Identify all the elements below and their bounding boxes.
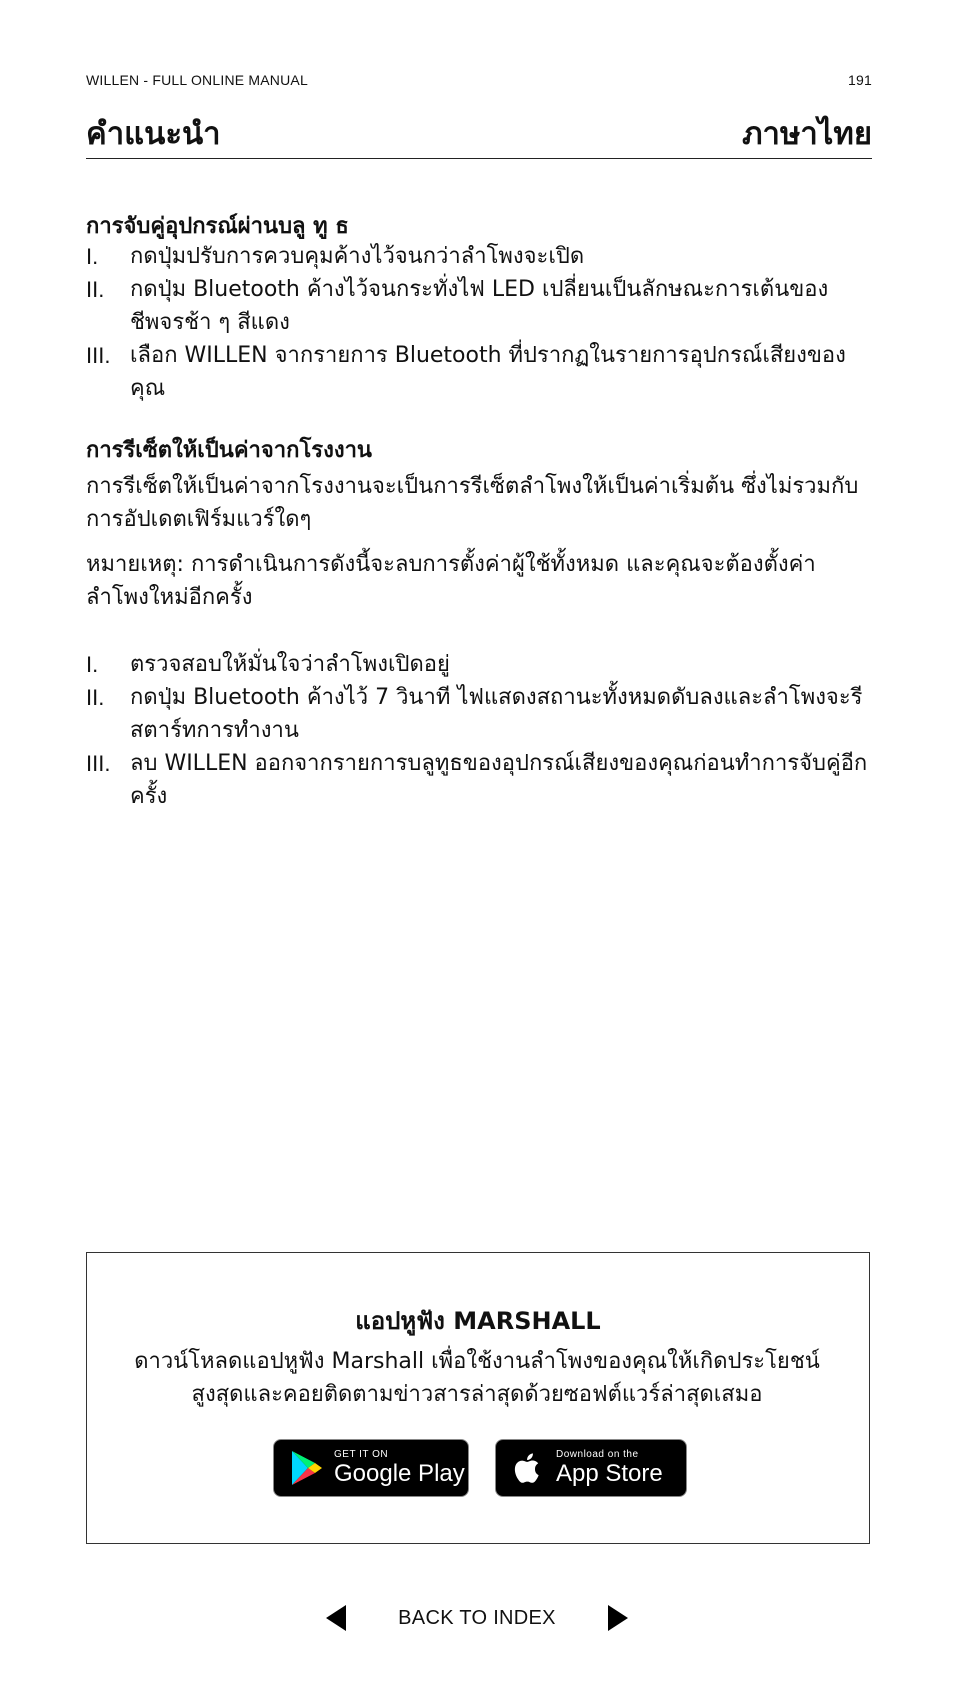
step-number: I. [86,652,99,677]
google-play-big-text: Google Play [334,1460,465,1487]
step-number: II. [86,685,105,710]
app-promo-box [86,1252,870,1544]
step-text: ลบ WILLEN ออกจากรายการบลูทูธของอุปกรณ์เสียงของคุณก่อนทำการจับคู่อีกครั้ง [130,751,868,809]
step-text: กดปุ่ม Bluetooth ค้างไว้ 7 วินาที ไฟแสดงสถานะทั้งหมดดับลงและลำโพงจะรีสตาร์ทการทำงาน [130,685,863,743]
arrow-left-icon[interactable] [326,1605,346,1631]
page-title: คำแนะนำ [86,116,221,152]
factory-reset-note: หมายเหตุ: การดำเนินการดังนี้จะลบการตั้งค่าผู้ใช้ทั้งหมด และคุณจะต้องตั้งค่าลำโพงใหม่อีกครั้ง [86,552,816,610]
google-play-small-text: GET IT ON [334,1449,389,1460]
page-title-row [86,108,872,159]
app-store-small-text: Download on the [556,1449,639,1460]
back-to-index-link[interactable]: BACK TO INDEX [398,1606,556,1629]
page-navigation [326,1600,628,1636]
list-item [86,273,876,339]
list-item [86,339,876,405]
bluetooth-steps [86,240,876,405]
app-store-button[interactable] [495,1439,687,1497]
step-number: III. [86,751,111,776]
language-label: ภาษาไทย [742,116,872,152]
apple-icon [508,1448,548,1488]
app-description: ดาวน์โหลดแอปหูฟัง Marshall เพื่อใช้งานลำโพงของคุณให้เกิดประโยชน์สูงสุดและคอยติดตามข่าวสารล่าสุดด้วยซอฟต์แวร์ล่าสุดเสมอ [134,1349,820,1407]
step-text: ตรวจสอบให้มั่นใจว่าลำโพงเปิดอยู่ [130,652,450,677]
manual-title: WILLEN - FULL ONLINE MANUAL [86,72,308,88]
list-item [86,240,876,273]
arrow-right-icon[interactable] [608,1605,628,1631]
step-text: กดปุ่มปรับการควบคุมค้างไว้จนกว่าลำโพงจะเปิด [130,244,585,269]
step-text: เลือก WILLEN จากรายการ Bluetooth ที่ปรากฏในรายการอุปกรณ์เสียงของคุณ [130,343,846,401]
app-title: แอปหูฟัง MARSHALL [355,1307,601,1335]
list-item [86,747,876,813]
reset-steps [86,648,876,813]
running-header [86,70,872,90]
step-text: กดปุ่ม Bluetooth ค้างไว้จนกระทั่งไฟ LED เปลี่ยนเป็นลักษณะการเต้นของชีพจรช้า ๆ สีแดง [130,277,829,335]
step-number: II. [86,277,105,302]
factory-reset-heading: การรีเซ็ตให้เป็นค่าจากโรงงาน [86,438,372,463]
step-number: I. [86,244,99,269]
page-number: 191 [848,72,872,88]
list-item [86,648,876,681]
bluetooth-pairing-heading: การจับคู่อุปกรณ์ผ่านบลู ทู ธ [86,214,349,239]
factory-reset-intro: การรีเซ็ตให้เป็นค่าจากโรงงานจะเป็นการรีเซ็ตลำโพงให้เป็นค่าเริ่มต้น ซึ่งไม่รวมกับการอัปเดตเฟิร์มแวร์ใดๆ [86,474,859,532]
list-item [86,681,876,747]
app-store-big-text: App Store [556,1460,663,1487]
google-play-icon [286,1448,326,1488]
step-number: III. [86,343,111,368]
google-play-button[interactable] [273,1439,469,1497]
